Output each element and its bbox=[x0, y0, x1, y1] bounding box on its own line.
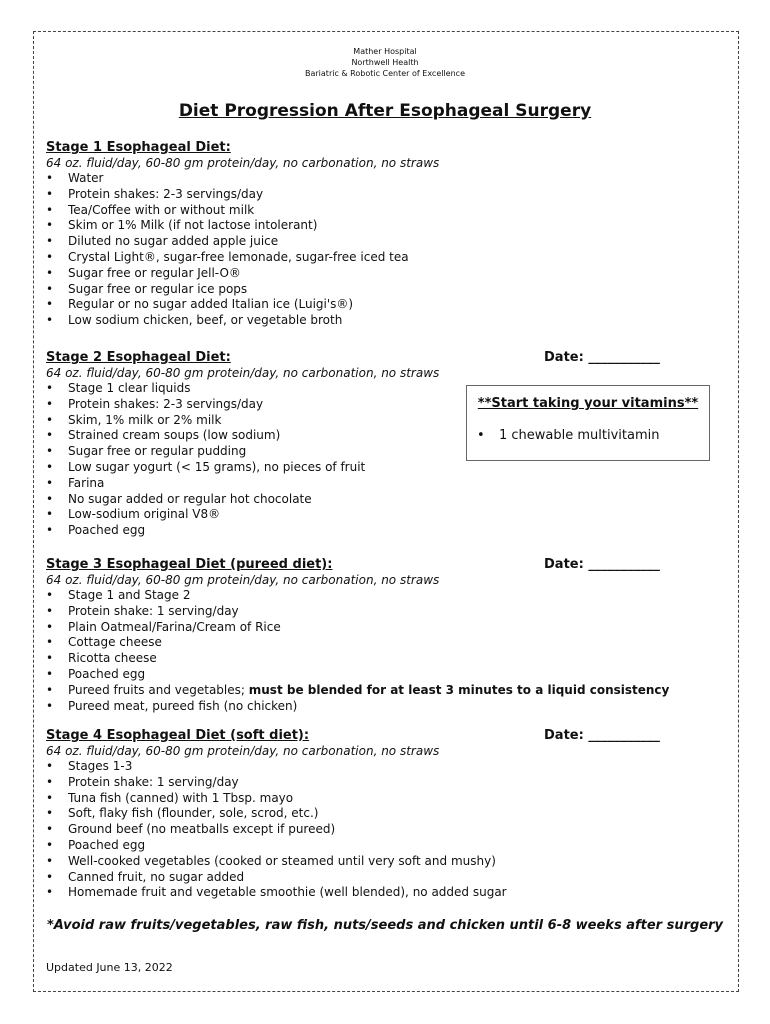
list-item: • Ground beef (no meatballs except if pureed) bbox=[46, 822, 726, 838]
list-item: • Strained cream soups (low sodium) bbox=[46, 428, 726, 444]
stage4-subtitle: 64 oz. fluid/day, 60-80 gm protein/day, no carbonation, no straws bbox=[46, 744, 440, 758]
list-item: • Homemade fruit and vegetable smoothie (well blended), no added sugar bbox=[46, 885, 726, 901]
list-item: • Sugar free or regular ice pops bbox=[46, 282, 726, 298]
stage4-list bbox=[46, 759, 726, 901]
footnote: *Avoid raw fruits/vegetables, raw fish, nuts/seeds and chicken until 6-8 weeks after surgery bbox=[46, 918, 724, 933]
list-item: • Water bbox=[46, 171, 726, 187]
stage2-date: Date: ___________ bbox=[544, 350, 660, 365]
stage3-list bbox=[46, 588, 726, 714]
list-item: • Low-sodium original V8® bbox=[46, 507, 726, 523]
list-item-pureed bbox=[46, 683, 726, 699]
list-item: • Protein shakes: 2-3 servings/day bbox=[46, 187, 726, 203]
vitamins-item: • 1 chewable multivitamin bbox=[477, 428, 660, 443]
vitamins-box bbox=[466, 385, 710, 461]
list-item: • Diluted no sugar added apple juice bbox=[46, 234, 726, 250]
list-item: • Protein shakes: 2-3 servings/day bbox=[46, 397, 726, 413]
stage3-date: Date: ___________ bbox=[544, 557, 660, 572]
list-item: • Tea/Coffee with or without milk bbox=[46, 203, 726, 219]
list-item: • Plain Oatmeal/Farina/Cream of Rice bbox=[46, 620, 726, 636]
list-item: • Crystal Light®, sugar-free lemonade, sugar-free iced tea bbox=[46, 250, 726, 266]
list-item: • Low sodium chicken, beef, or vegetable broth bbox=[46, 313, 726, 329]
list-item: • Skim, 1% milk or 2% milk bbox=[46, 413, 726, 429]
stage1-title: Stage 1 Esophageal Diet: bbox=[46, 140, 231, 155]
stage1-subtitle: 64 oz. fluid/day, 60-80 gm protein/day, no carbonation, no straws bbox=[46, 156, 440, 170]
stage3-section bbox=[46, 557, 726, 714]
health-system-name: Northwell Health bbox=[351, 58, 419, 67]
stage1-list bbox=[46, 171, 726, 329]
list-item: • Protein shake: 1 serving/day bbox=[46, 775, 726, 791]
page-title: Diet Progression After Esophageal Surgery bbox=[178, 101, 592, 121]
pureed-text: Pureed fruits and vegetables; bbox=[68, 682, 249, 697]
list-item: • Low sugar yogurt (< 15 grams), no pieces of fruit bbox=[46, 460, 726, 476]
list-item: • Poached egg bbox=[46, 838, 726, 854]
stage2-subtitle: 64 oz. fluid/day, 60-80 gm protein/day, no carbonation, no straws bbox=[46, 366, 440, 380]
stage1-section bbox=[46, 140, 726, 329]
stage3-subtitle: 64 oz. fluid/day, 60-80 gm protein/day, no carbonation, no straws bbox=[46, 573, 440, 587]
list-item: • Soft, flaky fish (flounder, sole, scrod, etc.) bbox=[46, 806, 726, 822]
list-item: • Skim or 1% Milk (if not lactose intolerant) bbox=[46, 218, 726, 234]
hospital-name: Mather Hospital bbox=[353, 47, 417, 56]
list-item: • Stage 1 and Stage 2 bbox=[46, 588, 726, 604]
list-item: • Canned fruit, no sugar added bbox=[46, 870, 726, 886]
list-item: • Cottage cheese bbox=[46, 635, 726, 651]
stage3-title: Stage 3 Esophageal Diet (pureed diet): bbox=[46, 557, 333, 572]
stage4-date: Date: ___________ bbox=[544, 728, 660, 743]
vitamins-title: **Start taking your vitamins** bbox=[477, 396, 699, 411]
pureed-emphasis: must be blended for at least 3 minutes to a liquid consistency bbox=[248, 682, 670, 697]
updated-date: Updated June 13, 2022 bbox=[46, 961, 173, 974]
list-item: • Farina bbox=[46, 476, 726, 492]
list-item: • Ricotta cheese bbox=[46, 651, 726, 667]
list-item: • Poached egg bbox=[46, 523, 726, 539]
stage2-title: Stage 2 Esophageal Diet: bbox=[46, 350, 231, 365]
list-item: • Protein shake: 1 serving/day bbox=[46, 604, 726, 620]
list-item: • Sugar free or regular Jell-O® bbox=[46, 266, 726, 282]
list-item: • Regular or no sugar added Italian ice (Luigi's®) bbox=[46, 297, 726, 313]
list-item: • No sugar added or regular hot chocolate bbox=[46, 492, 726, 508]
list-item: • Stage 1 clear liquids bbox=[46, 381, 726, 397]
list-item: • Pureed meat, pureed fish (no chicken) bbox=[46, 699, 726, 715]
list-item: • Sugar free or regular pudding bbox=[46, 444, 726, 460]
stage4-title: Stage 4 Esophageal Diet (soft diet): bbox=[46, 728, 310, 743]
stage4-section bbox=[46, 728, 726, 901]
list-item: • Tuna fish (canned) with 1 Tbsp. mayo bbox=[46, 791, 726, 807]
list-item: • Stages 1-3 bbox=[46, 759, 726, 775]
list-item: • Well-cooked vegetables (cooked or steamed until very soft and mushy) bbox=[46, 854, 726, 870]
list-item: • Poached egg bbox=[46, 667, 726, 683]
center-name: Bariatric & Robotic Center of Excellence bbox=[305, 69, 465, 78]
document-header bbox=[0, 46, 770, 79]
